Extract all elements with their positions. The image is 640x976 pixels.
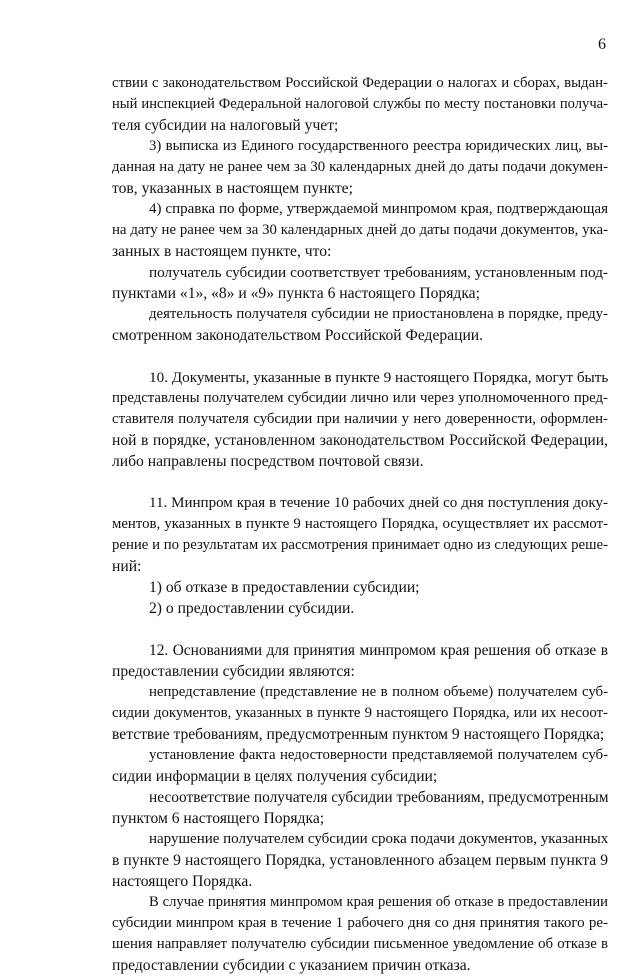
text-line: ментов, указанных в пункте 9 настоящего Порядка, осуществляет их рассмот- [112,516,608,532]
text-line: сидии информации в целях получения субсидии; [112,768,438,785]
paragraph-section-10 [112,367,608,472]
paragraph-section-12 [112,640,608,682]
text-line: предоставлении субсидии являются: [112,663,355,680]
text-line: 2) о предоставлении субсидии. [149,600,355,617]
text-line: 12. Основаниями для принятия минпромом края решения об отказе в [149,642,608,659]
paragraph-gap [112,619,608,640]
text-line: рение и по результатам их рассмотрения принимает одно из следующих реше- [112,537,608,553]
text-line: данная на дату не ранее чем за 30 календарных дней до даты подачи докумен- [112,159,608,175]
paragraph-item-4-certificate [112,199,608,262]
paragraph-decision-refusal [112,577,608,598]
text-line: ний: [112,558,142,575]
text-line: 3) выписка из Единого государственного реестра юридических лиц, вы- [149,138,608,154]
text-line: ный инспекцией Федеральной налоговой службы по месту постановки получа- [112,96,608,112]
paragraph-activity-not-suspended [112,304,608,346]
paragraph-ground-non-compliance [112,787,608,829]
text-line: шения направляет получателю субсидии письменное уведомление об отказе в [112,936,608,952]
text-line: представлены получателем субсидии лично или через уполномоченного пред- [112,390,608,406]
text-line: пунктами «1», «8» и «9» пункта 6 настоящего Порядка; [112,285,480,302]
text-line: пунктом 6 настоящего Порядка; [112,810,325,827]
text-line: получатель субсидии соответствует требованиям, установленным под- [149,264,608,281]
paragraph-decision-grant [112,598,608,619]
text-line: 11. Минпром края в течение 10 рабочих дней со дня поступления доку- [149,495,608,511]
text-line: несоответствие получателя субсидии требованиям, предусмотренным [149,789,609,806]
paragraph-tax-certificate-continuation [112,73,608,136]
text-line: ставителя получателя субсидии при наличии у него доверенности, оформлен- [112,411,608,427]
paragraph-refusal-notification [112,892,608,976]
paragraph-gap [112,472,608,493]
text-line: либо направлены посредством почтовой связи. [112,453,424,470]
text-line: ствии с законодательством Российской Федерации о налогах и сборах, выдан- [112,75,608,91]
text-line: теля субсидии на налоговый учет; [112,117,339,134]
paragraph-ground-inaccuracy [112,745,608,787]
text-line: ной в порядке, установленном законодательством Российской Федерации, [112,432,608,449]
text-line: установление факта недостоверности представляемой получателем суб- [149,747,608,763]
text-line: 1) об отказе в предоставлении субсидии; [149,579,420,596]
text-line: ветствие требованиям, предусмотренным пунктом 9 настоящего Порядка; [112,726,605,743]
text-line: на дату не ранее чем за 30 календарных дней до даты подачи документов, ука- [112,222,608,238]
paragraph-recipient-compliance [112,262,608,304]
text-line: субсидии минпром края в течение 1 рабочего дня со дня принятия такого ре- [112,915,608,931]
text-line: предоставлении субсидии с указанием причин отказа. [112,957,471,974]
text-line: занных в настоящем пункте, что: [112,243,332,260]
paragraph-item-3-register-extract [112,136,608,199]
text-line: деятельность получателя субсидии не приостановлена в порядке, преду- [149,306,608,322]
text-line: сидии документов, указанных в пункте 9 настоящего Порядка, или их несоот- [112,705,608,721]
paragraph-section-11 [112,493,608,577]
text-line: 10. Документы, указанные в пункте 9 настоящего Порядка, могут быть [149,369,609,386]
text-line: В случае принятия минпромом края решения об отказе в предоставлении [149,894,608,910]
text-line: тов, указанных в настоящем пункте; [112,180,353,197]
paragraph-ground-deadline-violation [112,829,608,892]
text-line: смотренном законодательством Российской Федерации. [112,327,484,344]
text-line: настоящего Порядка. [112,873,253,890]
text-line: нарушение получателем субсидии срока подачи документов, указанных [149,831,609,847]
paragraph-ground-non-submission [112,682,608,745]
page-number: 6 [598,36,606,53]
paragraph-gap [112,346,608,367]
text-line: в пункте 9 настоящего Порядка, установленного абзацем первым пункта 9 [112,852,608,869]
document-body [112,73,608,976]
text-line: непредставление (представление не в полном объеме) получателем суб- [149,684,608,700]
text-line: 4) справка по форме, утверждаемой минпромом края, подтверждающая [149,201,608,217]
